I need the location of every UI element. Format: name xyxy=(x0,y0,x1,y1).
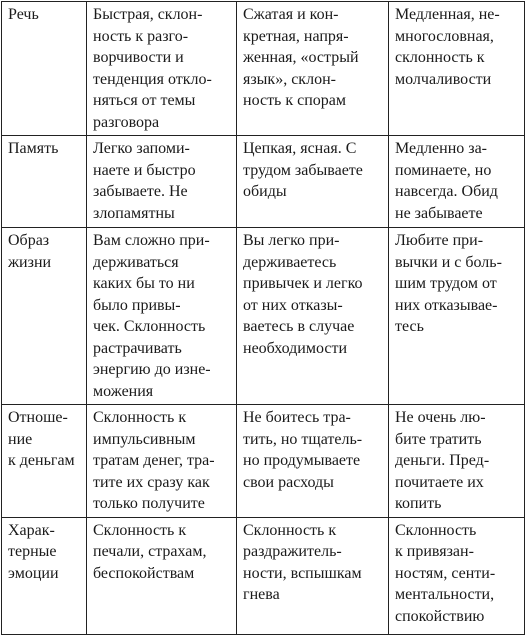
table-cell xyxy=(389,405,525,518)
table-cell xyxy=(237,2,389,136)
row-label-cell xyxy=(2,136,87,228)
row-label-cell xyxy=(2,228,87,405)
cell-text: Вам сложно при- держиваться каких бы то ни было привы- чек. Склонность растрачивать энергию до изне- можения xyxy=(93,232,211,400)
cell-text: Склонность к импульсивным тратам денег, тра- тите их сразу как только получите xyxy=(93,409,215,512)
table-row-lifestyle xyxy=(2,228,525,405)
table-row-emotions xyxy=(2,517,525,634)
table-cell xyxy=(389,136,525,228)
cell-text: Быстрая, склон- ность к разго- ворчивости и тенденция откло- няться от темы разговора xyxy=(93,6,212,131)
row-label: Образ жизни xyxy=(8,232,52,271)
temperament-comparison-table xyxy=(1,1,525,635)
table-cell xyxy=(389,517,525,634)
row-label: Отноше- ние к деньгам xyxy=(8,409,75,469)
table-row-speech xyxy=(2,2,525,136)
cell-text: Не боитесь тра- тить, но тщатель- но продумываете свои расходы xyxy=(243,409,363,491)
cell-text: Медленно за- поминаете, но навсегда. Обид не забываете xyxy=(395,140,498,222)
table-cell xyxy=(87,136,237,228)
row-label: Речь xyxy=(8,6,39,23)
table-cell xyxy=(237,136,389,228)
table-cell xyxy=(237,517,389,634)
row-label: Харак- терные эмоции xyxy=(8,521,59,582)
table-cell xyxy=(87,2,237,136)
table-cell xyxy=(87,228,237,405)
table-cell xyxy=(389,2,525,136)
row-label-cell xyxy=(2,2,87,136)
cell-text: Сжатая и кон- кретная, напря- женная, «острый язык», склон- ность к спорам xyxy=(243,6,359,109)
cell-text: Цепкая, ясная. С трудом забываете обиды xyxy=(243,140,363,200)
cell-text: Склонность к раздражитель- ности, вспышкам гнева xyxy=(243,521,362,603)
cell-text: Легко запоми- наете и быстро забываете. Не злопамятны xyxy=(93,140,196,222)
cell-text: Не очень лю- бите тратить деньги. Пред- почитаете их копить xyxy=(395,409,490,512)
table-cell xyxy=(237,405,389,518)
table-row-memory xyxy=(2,136,525,228)
table-cell xyxy=(389,228,525,405)
table-cell xyxy=(237,228,389,405)
cell-text: Медленная, не- многословная, склонность к молчаливости xyxy=(395,6,500,88)
cell-text: Склонность к привязан- ностям, сенти- ментальности, спокойствию xyxy=(395,521,496,625)
cell-text: Вы легко при- держиваетесь привычек и легко от них отказы- ваетесь в случае необходимости xyxy=(243,232,363,357)
table-row-money xyxy=(2,405,525,518)
table-cell xyxy=(87,405,237,518)
row-label: Память xyxy=(8,140,59,157)
table-cell xyxy=(87,517,237,634)
cell-text: Склонность к печали, страхам, беспокойствам xyxy=(93,521,207,582)
cell-text: Любите при- вычки и с боль- шим трудом от них отказывае- тесь xyxy=(395,232,502,335)
row-label-cell xyxy=(2,517,87,634)
row-label-cell xyxy=(2,405,87,518)
